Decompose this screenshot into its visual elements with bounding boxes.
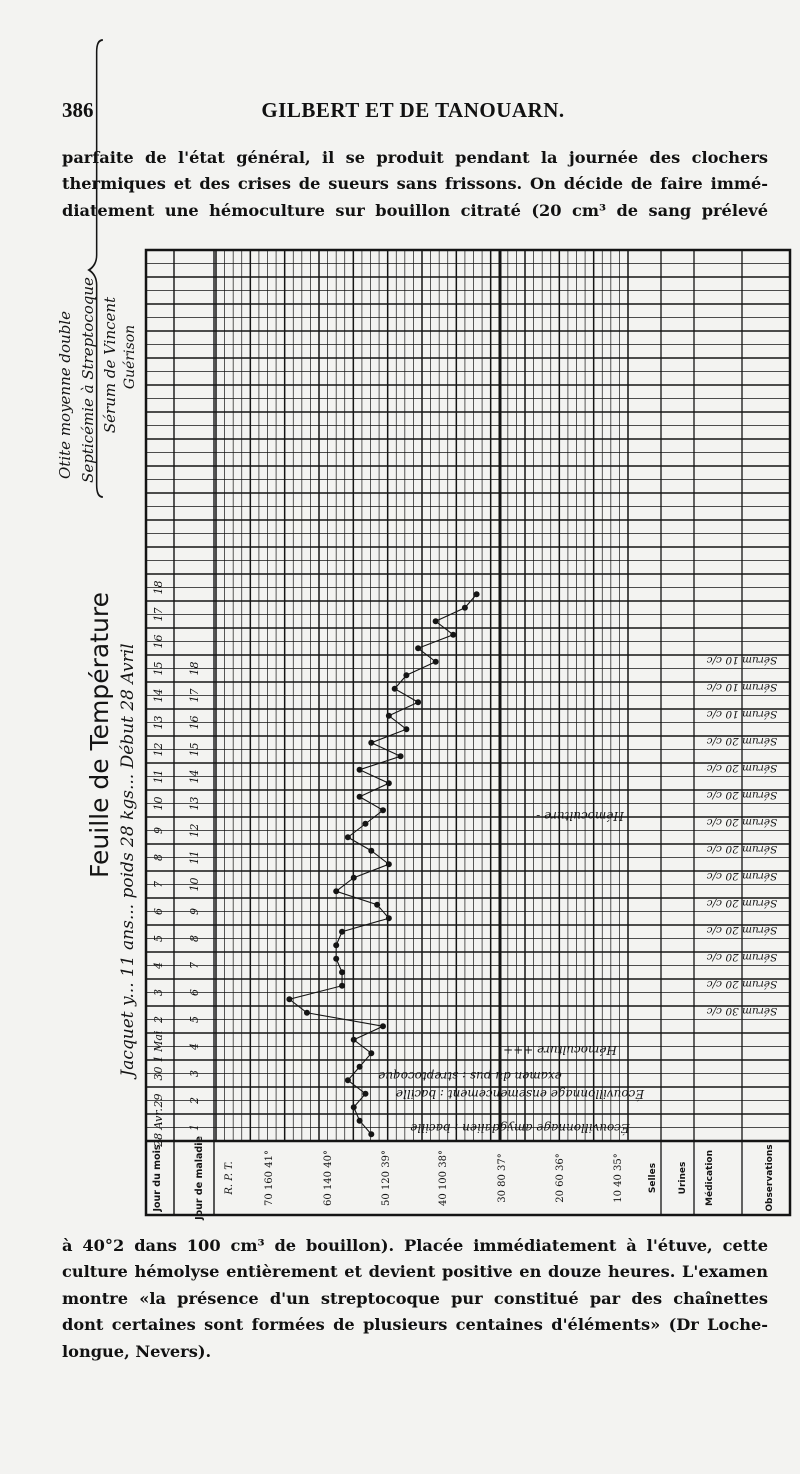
day-of-month-label: 11 [152,769,165,784]
day-of-month-label: 12 [152,742,165,757]
diagnosis-line-4: Guérison [122,324,138,390]
medication-entry: Sérum 20 c/c [706,843,778,855]
day-of-month-label: 17 [152,607,165,622]
scale-label: 10 40 35° [613,1153,624,1203]
temperature-point [403,726,409,732]
disease-day-label: 14 [188,769,201,784]
disease-day-label: 16 [188,715,201,730]
medication-entry: Sérum 20 c/c [706,978,778,990]
scale-labels [264,1150,624,1206]
medication-entry: Sérum 20 c/c [706,924,778,936]
day-of-month-label: 8 [152,854,165,861]
temperature-point [368,1131,374,1137]
diagnosis-line-1: Otite moyenne double [56,311,74,479]
annotation: Écouvillonnage amygdalien : bacille [410,1121,630,1135]
label-observations: Observations [765,1144,775,1212]
scale-label: 30 80 37° [497,1153,508,1203]
medication-entry: Sérum 20 c/c [706,816,778,828]
temperature-point [392,686,398,692]
scale-label: 40 100 38° [438,1150,449,1206]
scale-label: 60 140 40° [323,1150,334,1206]
temperature-point [386,915,392,921]
disease-day-label: 13 [188,796,201,811]
medication-entry: Sérum 20 c/c [706,897,778,909]
temperature-point [339,969,345,975]
medication-entry: Sérum 30 c/c [706,1005,778,1017]
text-line: à 40°2 dans 100 cm³ de bouillon). Placée immédiatement à l'étuve, cette [62,1236,768,1255]
annotation: Écouvillonnage ensemencement : bacille [395,1087,645,1101]
temperature-point [462,605,468,611]
temperature-point [362,821,368,827]
day-of-month-label: 7 [152,881,165,888]
disease-day-label: 6 [188,989,201,996]
disease-day-label: 5 [188,1016,201,1023]
medication-entry: Sérum 20 c/c [706,870,778,882]
text-line: thermiques et des crises de sueurs sans frissons. On décide de faire immé- [62,174,768,194]
medication-entry: Sérum 10 c/c [706,681,778,693]
temperature-point [433,659,439,665]
day-of-month-label: 28 Avr. [152,1108,165,1147]
running-title: GILBERT ET DE TANOUARN. [261,98,565,122]
day-of-month-label: 4 [152,962,165,969]
temperature-point [333,888,339,894]
disease-day-label: 4 [188,1043,201,1050]
temperature-point [415,699,421,705]
temperature-point [357,1118,363,1124]
day-of-month-label: 16 [152,634,165,649]
temperature-point [351,1104,357,1110]
patient-line: Jacquet y... 11 ans... poids 28 kgs... Début 28 Avril [118,643,138,1077]
disease-day-label: 15 [188,742,201,757]
paragraph-bottom [62,1233,768,1365]
temperature-line [289,594,476,1134]
medication-entry: Sérum 20 c/c [706,789,778,801]
temperature-point [433,618,439,624]
day-of-month-label: 1 Mai [152,1030,165,1063]
annotation: Hémoculture +++ [503,1043,617,1057]
medication-entry: Sérum 20 c/c [706,735,778,747]
page-number: 386 [62,98,94,122]
temperature-point [304,1010,310,1016]
disease-day-label: 3 [188,1070,201,1077]
disease-day-label: 1 [188,1124,201,1131]
day-of-month-label: 5 [152,935,165,942]
temperature-point [339,929,345,935]
temperature-point [333,942,339,948]
temperature-curve [286,591,479,1137]
disease-day-label: 2 [188,1097,201,1104]
diagnosis-line-2: Septicémie à Streptocoque [79,277,97,483]
temperature-point [345,1077,351,1083]
disease-day-label: 7 [188,962,201,969]
scale-label: 70 160 41° [264,1150,275,1206]
text-line: parfaite de l'état général, il se produit pendant la journée des clochers [62,148,768,167]
label-medication: Médication [705,1150,715,1206]
text-line: longue, Nevers). [62,1341,212,1361]
temperature-point [345,834,351,840]
label-jour-maladie: Jour de maladie [194,1136,205,1220]
disease-day-label: 8 [188,935,201,942]
temperature-point [362,1091,368,1097]
label-jour-du-mois: Jour du mois [152,1144,163,1212]
temperature-point [351,875,357,881]
disease-day-label: 18 [188,661,201,676]
temperature-point [403,672,409,678]
day-of-month-label: 9 [152,827,165,834]
disease-day-label: 9 [188,908,201,915]
day-of-month-label: 13 [152,715,165,730]
day-of-month-label: 2 [152,1016,165,1023]
label-rpt: R. P. T. [224,1161,235,1195]
temperature-point [368,848,374,854]
temperature-point [450,632,456,638]
temperature-point [474,591,480,597]
day-of-month-label: 6 [152,908,165,915]
day-of-month-label: 30 [152,1066,165,1081]
day-of-month-label: 10 [152,796,165,811]
disease-day-label: 12 [188,823,201,838]
temperature-point [386,780,392,786]
temperature-point [368,740,374,746]
day-of-month-label: 15 [152,661,165,676]
day-labels [152,581,201,1148]
temperature-point [386,713,392,719]
temperature-point [357,794,363,800]
medication-entry: Sérum 20 c/c [706,951,778,963]
day-of-month-label: 3 [152,989,165,996]
temperature-point [368,1050,374,1056]
temperature-point [380,1023,386,1029]
disease-day-label: 10 [188,877,201,892]
temperature-point [386,861,392,867]
annotation: examen du pus : streptocoque [378,1069,562,1083]
medication-entry: Sérum 10 c/c [706,708,778,720]
disease-day-label: 11 [188,850,201,865]
temperature-point [374,902,380,908]
medication-entry: Sérum 10 c/c [706,654,778,666]
temperature-point [286,996,292,1002]
text-line: diatement une hémoculture sur bouillon citraté (20 cm³ de sang prélevé [62,200,768,220]
temperature-point [357,767,363,773]
diagnosis-line-3: Sérum de Vincent [101,296,119,434]
temperature-point [333,956,339,962]
label-urines: Urines [678,1161,688,1195]
day-of-month-label: 18 [152,580,165,595]
scale-label: 20 60 36° [555,1153,566,1203]
temperature-point [398,753,404,759]
day-of-month-label: 29 [152,1093,165,1108]
temperature-point [415,645,421,651]
chart-title: Feuille de Température [85,592,114,878]
temperature-point [339,983,345,989]
text-line: culture hémolyse entièrement et devient positive en douze heures. L'examen [62,1262,768,1282]
label-selles: Selles [648,1162,658,1194]
temperature-point [357,1064,363,1070]
text-line: montre «la présence d'un streptocoque pur constitué par des chaînettes [62,1288,768,1308]
annotation: Hémoculture - [536,809,624,823]
disease-day-label: 17 [188,688,201,703]
text-line: dont certaines sont formées de plusieurs centaines d'éléments» (Dr Loche- [62,1315,768,1335]
day-of-month-label: 14 [152,688,165,703]
temperature-point [380,807,386,813]
medication-entry: Sérum 20 c/c [706,762,778,774]
scale-label: 50 120 39° [381,1150,392,1206]
temperature-point [351,1037,357,1043]
